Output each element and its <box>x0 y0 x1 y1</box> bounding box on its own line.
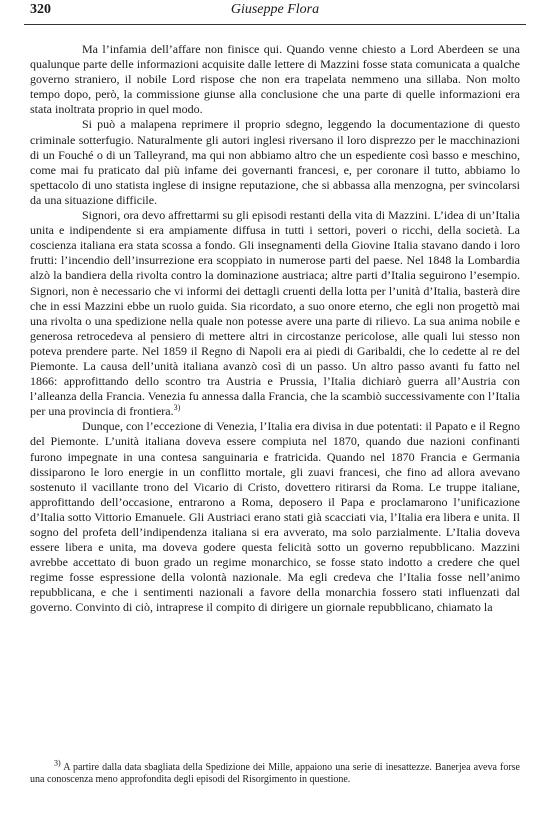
paragraph-text: Signori, ora devo affrettarmi su gli episodi restanti della vita di Mazzini. L’idea di un’Italia unita e indipendente si era ampiamente diffusa in tutti i settori, poveri o ricchi, della società. La coscienza italiana era stata scossa a fondo. Gli insegnamenti della Giovine Italia stavano dando i loro frutti: l’incendio dell’insurrezione era scoppiato in numerose parti del paese. Nel 1848 la Lombardia alzò la bandiera della rivolta contro la dominazione austriaca; altre parti d’Italia seguirono l’esempio. Signori, non è necessario che vi informi dei dettagli cruenti della lotta per l’unità d’Italia, basterà dire che in essi Mazzini ebbe un ruolo guida. Sia ricordato, a suo onore eterno, che egli non progettò mai una rivolta o una spedizione nella quale non potesse avere una parte di rilievo. La sua anima nobile e generosa retrocedeva al pensiero di mettere altri in circostanze pericolose, alle quali lui stesso non poteva prendere parte. Nel 1859 il Regno di Napoli era ai piedi di Garibaldi, che lo cedette al re del Piemonte. La causa dell’unità italiana avanzò così di un passo. Un altro passo avanti fu fatto nel 1866: approfittando dello scontro tra Austria e Prussia, l’Italia dichiarò guerra all’Austria con l’alleanza della Francia. Venezia fu annessa dalla Francia, che la scambiò successivamente con l’Italia per una provincia di frontiera. <box>30 208 520 419</box>
footnote <box>30 758 520 787</box>
paragraph <box>30 208 520 419</box>
body-text <box>30 42 520 616</box>
page-header <box>24 0 526 25</box>
footnotes <box>30 758 520 787</box>
footnote-reference: 3) <box>173 403 181 413</box>
page-number: 320 <box>30 2 51 17</box>
paragraph: Ma l’infamia dell’affare non finisce qui. Quando venne chiesto a Lord Aberdeen se una qualunque parte delle informazioni acquisite dalle lettere di Mazzini fosse stata comunicata a qualche governo straniero, il nobile Lord rispose che non era trapelata nemmeno una sillaba. Non molto tempo dopo, però, la commissione giunse alla conclusione che una parte di quelle informazioni era stata inoltrata proprio in quel modo. <box>30 42 520 117</box>
paragraph: Dunque, con l’eccezione di Venezia, l’Italia era divisa in due potentati: il Papato e il Regno del Piemonte. L’unità italiana doveva essere compiuta nel 1870, quando due nazioni confinanti furono impegnate in una contesa sanguinaria e fratricida. Quando nel 1870 Francia e Germania dissiparono le loro energie in un conflitto mortale, gli zuavi francesi, che fino ad allora avevano sostenuto il vacillante trono del Vicario di Cristo, dovettero ritirarsi da Roma. Le truppe italiane, approfittando dell’occasione, entrarono a Roma, deposero il Papa e proclamarono l’unificazione d’Italia sotto Vittorio Emanuele. Gli Austriaci erano stati già scacciati via, l’Italia era libera e unita. Il sogno del profeta dell’indipendenza italiana si era avverato, ma solo parzialmente. L’Italia doveva essere libera e unita, ma doveva godere questa felicità sotto un governo repubblicano. Mazzini avrebbe accettato di buon grado un regime monarchico, se fosse stato indotto a credere che quel regime fosse espressione della volontà nazionale. Ma egli credeva che l’Italia fosse nell’animo repubblicana, e che i sentimenti nazionali a favore della monarchia fossero stati influenzati dal governo. Convinto di ciò, intraprese il compito di dirigere un giornale repubblicano, chiamato la <box>30 419 520 615</box>
paragraph: Si può a malapena reprimere il proprio sdegno, leggendo la documentazione di questo criminale sotterfugio. Naturalmente gli autori inglesi riversano il loro disprezzo per le macchinazioni di un Fouché o di un Talleyrand, ma qui non abbiamo altro che un espediente così basso e meschino, come mai fu praticato dal più infame dei governanti francesi, e, per coronare il tutto, abbiamo lo spettacolo di uno statista inglese di insigne reputazione, che si abbassa alla menzogna, per svincolarsi da una situazione difficile. <box>30 117 520 207</box>
running-head: Giuseppe Flora <box>230 2 320 17</box>
footnote-marker: 3) <box>54 758 61 768</box>
footnote-text: A partire dalla data sbagliata della Spedizione dei Mille, appaiono una serie di inesattezze. Banerjea aveva forse una conoscenza meno approfondita degli episodi del Risorgimento in questione. <box>30 762 520 786</box>
